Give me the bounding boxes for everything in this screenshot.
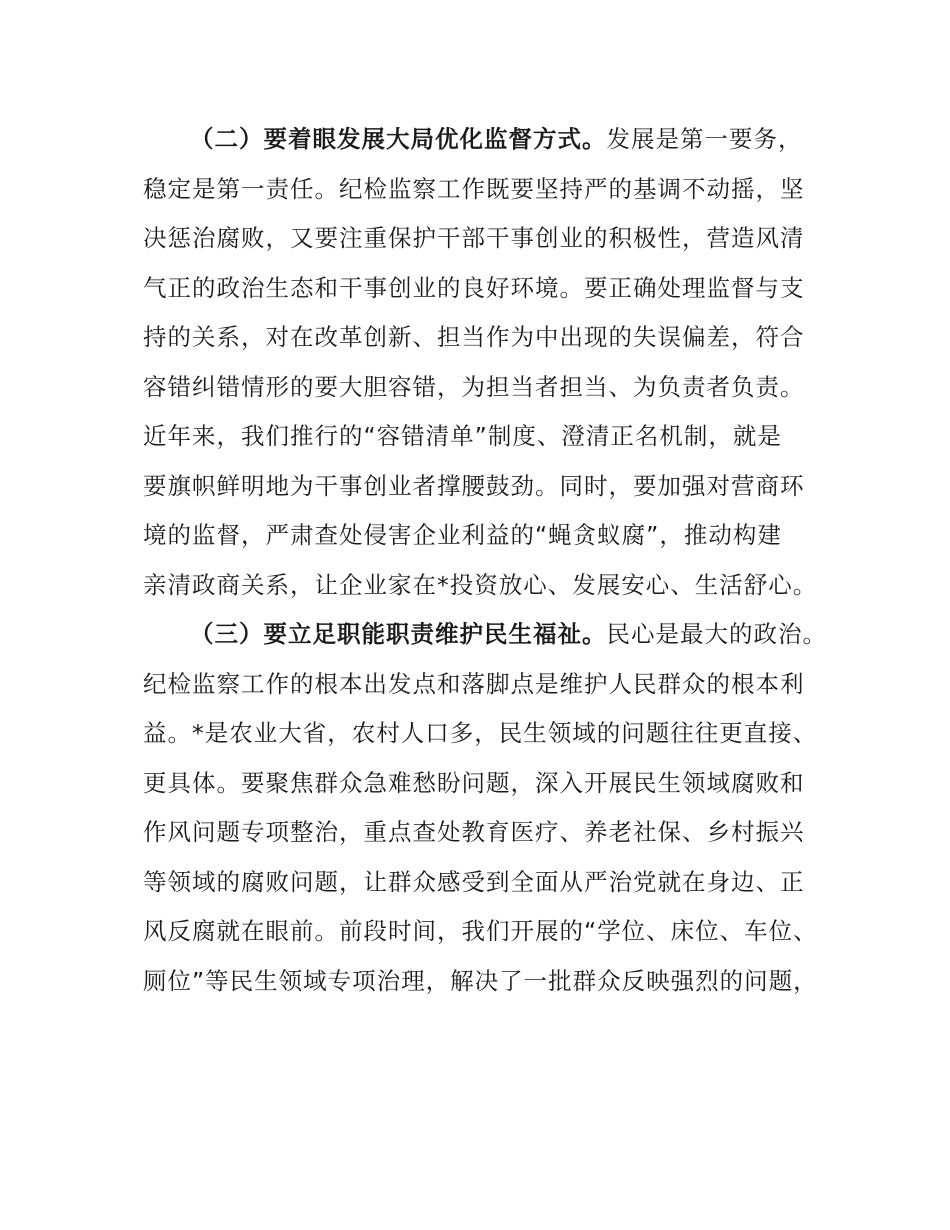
text-line: 亲清政商关系，让企业家在*投资放心、发展安心、生活舒心。 [143, 570, 818, 599]
paragraph-section-two [143, 115, 823, 610]
text-line: 厕位”等民生领域专项治理，解决了一批群众反映强烈的问题， [143, 966, 818, 995]
text-line: 等领域的腐败问题，让群众感受到全面从严治党就在身边、正 [143, 867, 805, 896]
paragraph-first-line [143, 610, 827, 660]
section-heading: （三）要立足职能职责维护民生福祉。 [190, 620, 607, 648]
text-line: 作风问题专项整治，重点查处教育医疗、养老社保、乡村振兴 [143, 818, 805, 846]
text-line: 纪检监察工作的根本出发点和落脚点是维护人民群众的根本利 [143, 669, 805, 698]
text-line: 持的关系，对在改革创新、担当作为中出现的失误偏差，符合 [143, 323, 805, 351]
text-line: 境的监督，严肃查处侵害企业利益的“蝇贪蚁腐”，推动构建 [143, 521, 782, 549]
document-body [143, 115, 827, 1006]
text-line: 稳定是第一责任。纪检监察工作既要坚持严的基调不动摇，坚 [143, 174, 805, 203]
paragraph-first-line [143, 115, 823, 165]
text-line: 风反腐就在眼前。前段时间，我们开展的“学位、床位、车位、 [143, 917, 818, 945]
text-line: 容错纠错情形的要大胆容错，为担当者担当、为负责者负责。 [143, 372, 805, 401]
text-run: 民心是最大的政治。 [606, 620, 827, 648]
section-heading: （二）要着眼发展大局优化监督方式。 [190, 125, 607, 153]
text-line: 更具体。要聚焦群众急难愁盼问题，深入开展民生领域腐败和 [143, 768, 805, 797]
text-line: 气正的政治生态和干事创业的良好环境。要正确处理监督与支 [143, 273, 805, 302]
text-line: 决惩治腐败，又要注重保护干部干事创业的积极性，营造风清 [143, 224, 805, 252]
paragraph-section-three [143, 610, 827, 1006]
text-line: 要旗帜鲜明地为干事创业者撑腰鼓劲。同时，要加强对营商环 [143, 471, 805, 500]
text-line: 近年来，我们推行的“容错清单”制度、澄清正名机制，就是 [143, 422, 782, 450]
text-line: 益。*是农业大省，农村人口多，民生领域的问题往往更直接、 [143, 719, 818, 747]
text-run: 发展是第一要务， [606, 125, 803, 153]
